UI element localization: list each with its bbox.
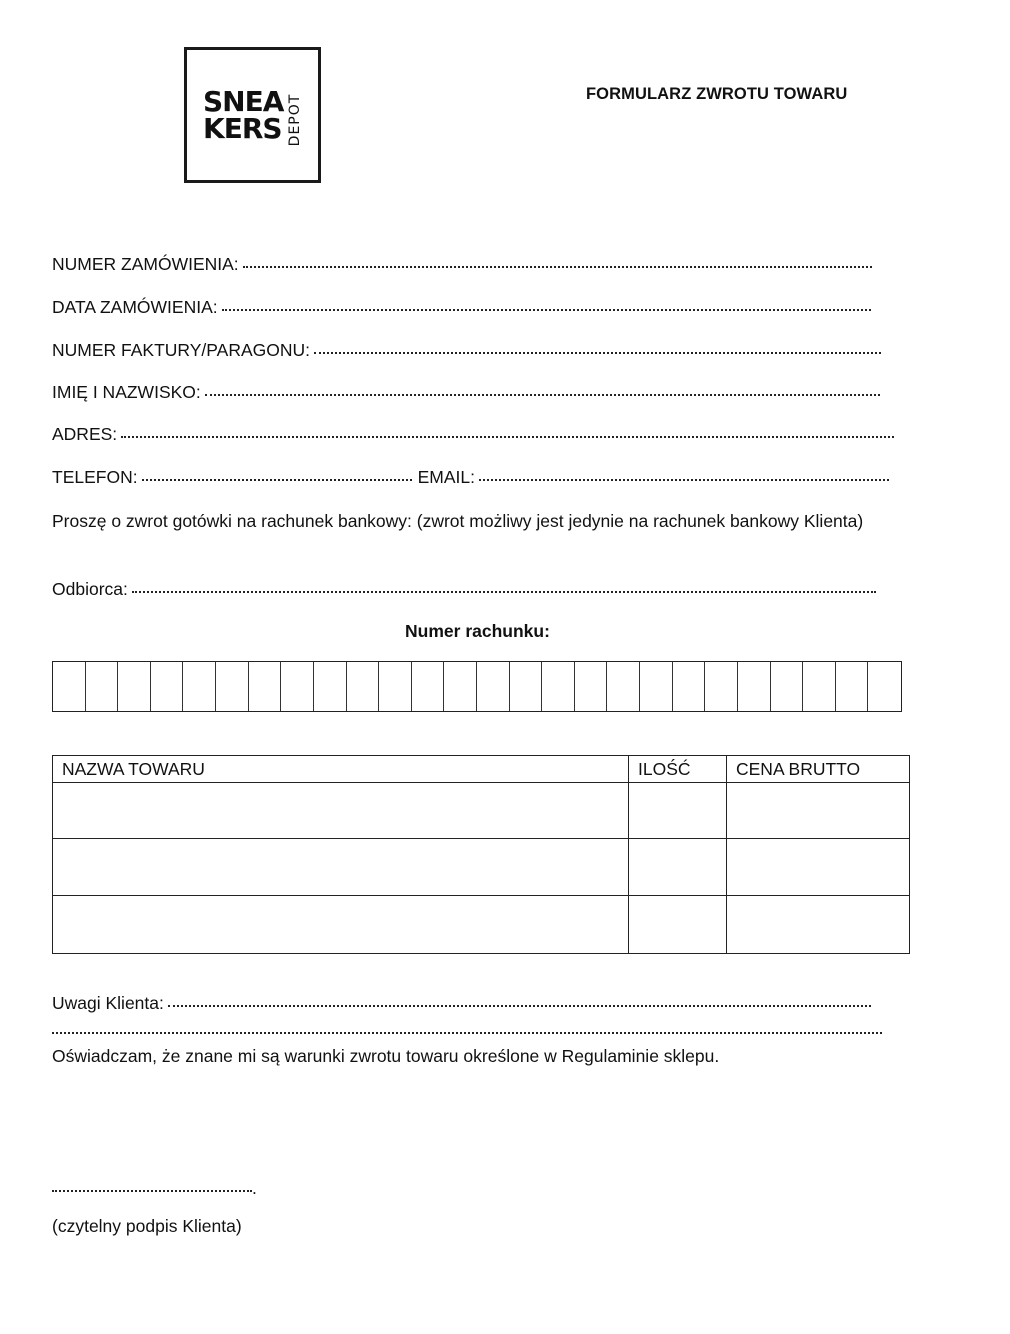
remarks-continuation[interactable] bbox=[52, 1020, 882, 1036]
account-digit-box[interactable] bbox=[738, 662, 771, 711]
account-digit-box[interactable] bbox=[347, 662, 380, 711]
table-row bbox=[53, 839, 910, 896]
account-digit-box[interactable] bbox=[151, 662, 184, 711]
gross-price-cell[interactable] bbox=[727, 783, 910, 839]
account-digit-box[interactable] bbox=[444, 662, 477, 711]
account-digit-box[interactable] bbox=[118, 662, 151, 711]
order-number-input-line[interactable] bbox=[243, 265, 872, 268]
signature-line[interactable] bbox=[52, 1176, 252, 1192]
phone-label: TELEFON: bbox=[52, 467, 138, 487]
remarks-field[interactable] bbox=[52, 993, 871, 1014]
email-label: EMAIL: bbox=[417, 467, 475, 487]
account-digit-box[interactable] bbox=[771, 662, 804, 711]
header-quantity: ILOŚĆ bbox=[629, 756, 727, 783]
invoice-number-input-line[interactable] bbox=[314, 351, 881, 354]
account-digit-box[interactable] bbox=[86, 662, 119, 711]
account-number-label: Numer rachunku: bbox=[405, 621, 550, 641]
document-title: FORMULARZ ZWROTU TOWARU bbox=[586, 85, 848, 103]
order-number-label: NUMER ZAMÓWIENIA: bbox=[52, 254, 239, 274]
address-field[interactable] bbox=[52, 424, 894, 445]
remarks-input-line-2[interactable] bbox=[52, 1018, 882, 1034]
account-digit-box[interactable] bbox=[673, 662, 706, 711]
logo-line-1: SNEA bbox=[203, 85, 284, 118]
account-digit-box[interactable] bbox=[379, 662, 412, 711]
account-digit-box[interactable] bbox=[249, 662, 282, 711]
account-digit-box[interactable] bbox=[575, 662, 608, 711]
full-name-input-line[interactable] bbox=[205, 393, 880, 396]
full-name-label: IMIĘ I NAZWISKO: bbox=[52, 382, 201, 402]
items-table bbox=[52, 755, 910, 954]
refund-note: Proszę o zwrot gotówki na rachunek bankowy: (zwrot możliwy jest jedynie na rachunek bankowy Klienta) bbox=[52, 511, 864, 531]
account-digit-box[interactable] bbox=[314, 662, 347, 711]
account-digit-box[interactable] bbox=[607, 662, 640, 711]
address-input-line[interactable] bbox=[121, 435, 894, 438]
signature-period: . bbox=[252, 1178, 257, 1198]
order-date-input-line[interactable] bbox=[222, 308, 871, 311]
address-label: ADRES: bbox=[52, 424, 118, 444]
signature-caption: (czytelny podpis Klienta) bbox=[52, 1216, 242, 1236]
item-name-cell[interactable] bbox=[53, 783, 629, 839]
declaration-text: Oświadczam, że znane mi są warunki zwrotu towaru określone w Regulaminie sklepu. bbox=[52, 1046, 720, 1066]
account-digit-box[interactable] bbox=[510, 662, 543, 711]
header-gross-price: CENA BRUTTO bbox=[727, 756, 910, 783]
gross-price-cell[interactable] bbox=[727, 839, 910, 896]
quantity-cell[interactable] bbox=[629, 783, 727, 839]
remarks-label: Uwagi Klienta: bbox=[52, 993, 164, 1013]
account-digit-box[interactable] bbox=[477, 662, 510, 711]
account-digit-box[interactable] bbox=[868, 662, 901, 711]
order-date-label: DATA ZAMÓWIENIA: bbox=[52, 297, 218, 317]
order-number-field[interactable] bbox=[52, 254, 872, 275]
account-digit-box[interactable] bbox=[542, 662, 575, 711]
invoice-number-label: NUMER FAKTURY/PARAGONU: bbox=[52, 340, 310, 360]
remarks-input-line[interactable] bbox=[168, 1004, 871, 1007]
items-table-header bbox=[53, 756, 910, 783]
recipient-input-line[interactable] bbox=[132, 590, 876, 593]
recipient-field[interactable] bbox=[52, 579, 876, 600]
account-number-boxes[interactable] bbox=[52, 661, 902, 712]
recipient-label: Odbiorca: bbox=[52, 579, 128, 599]
email-input-line[interactable] bbox=[479, 478, 889, 481]
quantity-cell[interactable] bbox=[629, 896, 727, 954]
account-digit-box[interactable] bbox=[705, 662, 738, 711]
sneakers-depot-logo bbox=[184, 47, 321, 183]
quantity-cell[interactable] bbox=[629, 839, 727, 896]
header-item-name: NAZWA TOWARU bbox=[53, 756, 629, 783]
phone-input-line[interactable] bbox=[142, 478, 412, 481]
phone-email-field[interactable] bbox=[52, 467, 889, 488]
logo-wordmark bbox=[203, 85, 284, 145]
account-digit-box[interactable] bbox=[183, 662, 216, 711]
account-digit-box[interactable] bbox=[412, 662, 445, 711]
order-date-field[interactable] bbox=[52, 297, 871, 318]
item-name-cell[interactable] bbox=[53, 896, 629, 954]
gross-price-cell[interactable] bbox=[727, 896, 910, 954]
account-digit-box[interactable] bbox=[53, 662, 86, 711]
item-name-cell[interactable] bbox=[53, 839, 629, 896]
signature-field[interactable] bbox=[52, 1178, 257, 1199]
logo-side-text: DEPOT bbox=[287, 93, 303, 147]
logo-line-2: KERS bbox=[203, 112, 282, 145]
table-row bbox=[53, 783, 910, 839]
account-digit-box[interactable] bbox=[216, 662, 249, 711]
table-row bbox=[53, 896, 910, 954]
invoice-number-field[interactable] bbox=[52, 340, 881, 361]
account-digit-box[interactable] bbox=[803, 662, 836, 711]
account-digit-box[interactable] bbox=[281, 662, 314, 711]
account-digit-box[interactable] bbox=[640, 662, 673, 711]
account-digit-box[interactable] bbox=[836, 662, 869, 711]
full-name-field[interactable] bbox=[52, 382, 880, 403]
